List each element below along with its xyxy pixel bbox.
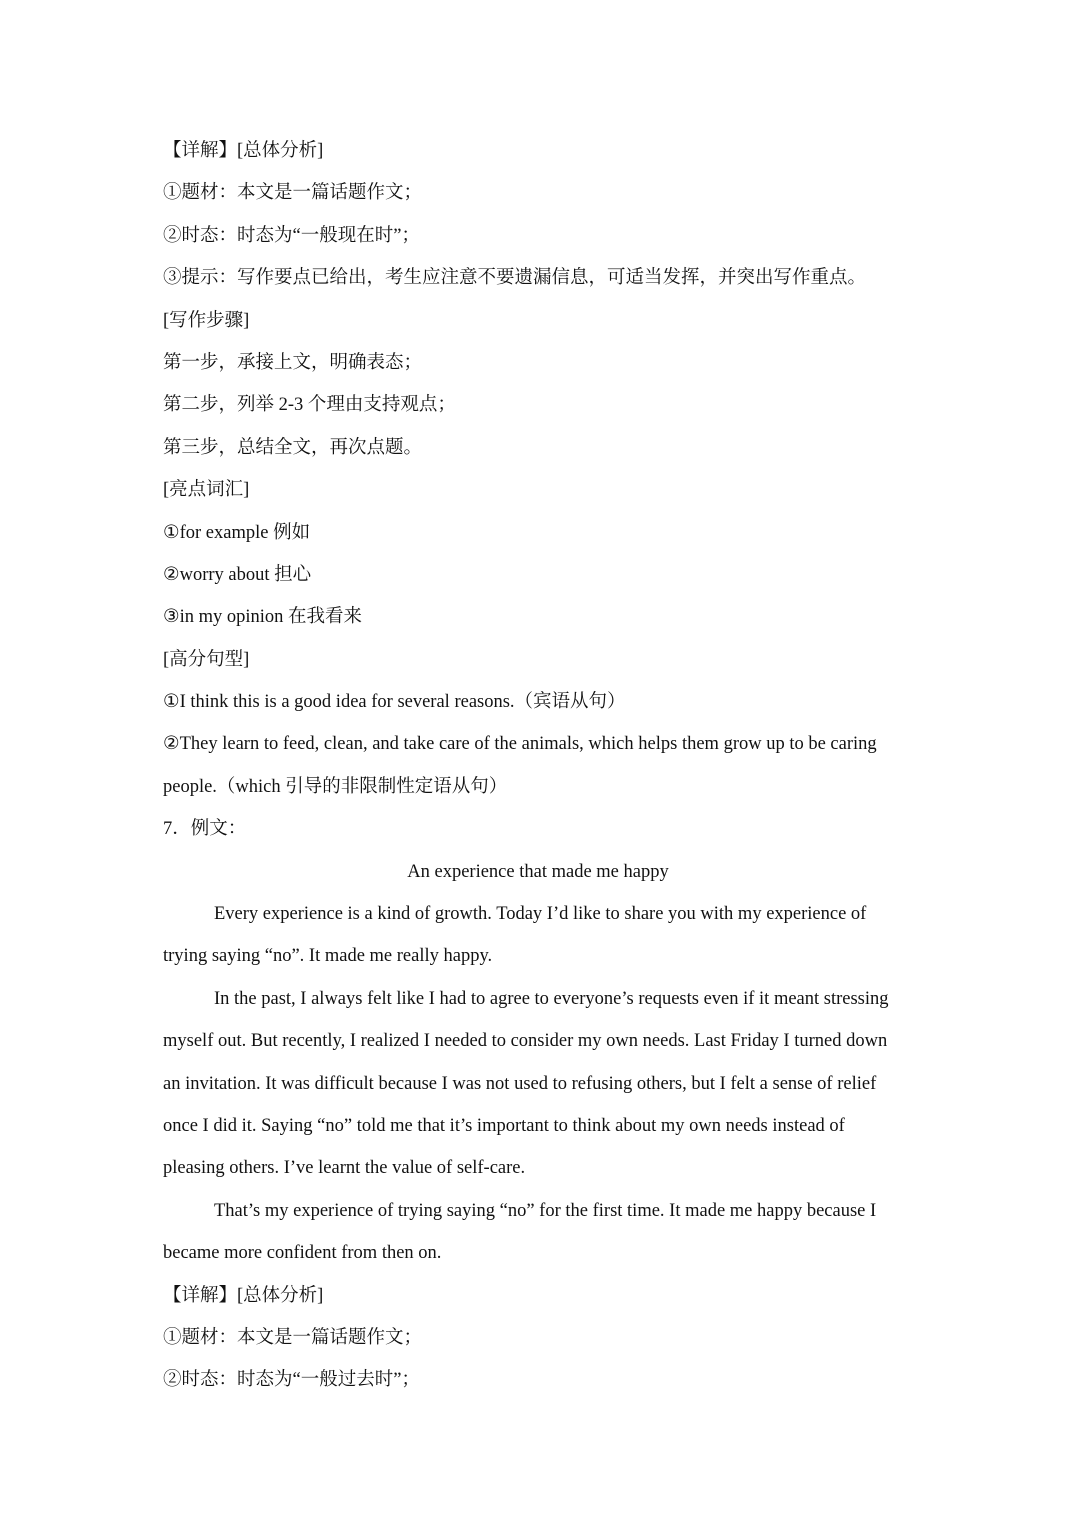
- sentence-item-2-line-1: ②They learn to feed, clean, and take care of the animals, which helps them grow up to be caring: [163, 734, 877, 755]
- writing-steps-header: [写作步骤]: [163, 310, 250, 331]
- writing-step-2: 第二步，列举 2-3 个理由支持观点；: [163, 395, 456, 416]
- question-7-label: 7．例文：: [163, 819, 247, 840]
- essay-title: An experience that made me happy: [407, 861, 669, 882]
- essay-paragraph-2-line-4: once I did it. Saying “no” told me that it’s important to think about my own needs instead of: [163, 1115, 845, 1136]
- writing-step-3: 第三步，总结全文，再次点题。: [163, 437, 423, 458]
- analysis-item-hint: ③提示：写作要点已给出，考生应注意不要遗漏信息，可适当发挥，并突出写作重点。: [163, 268, 867, 289]
- document-body: [163, 130, 913, 1402]
- essay-paragraph-1-line-2: trying saying “no”. It made me really happy.: [163, 946, 493, 967]
- essay-paragraph-1-line-1: Every experience is a kind of growth. Today I’d like to share you with my experience of: [214, 904, 867, 925]
- analysis-item-topic: ①题材：本文是一篇话题作文；: [163, 183, 423, 204]
- essay-paragraph-3-line-2: became more confident from then on.: [163, 1243, 442, 1264]
- vocab-item-1: ①for example 例如: [163, 522, 311, 543]
- essay-paragraph-2-line-3: an invitation. It was difficult because I was not used to refusing others, but I felt a sense of relief: [163, 1073, 877, 1094]
- vocab-header: [亮点词汇]: [163, 480, 250, 501]
- sentence-header: [高分句型]: [163, 649, 250, 670]
- essay-paragraph-2-line-1: In the past, I always felt like I had to agree to everyone’s requests even if it meant stressing: [214, 988, 889, 1009]
- essay-paragraph-2-line-2: myself out. But recently, I realized I needed to consider my own needs. Last Friday I turned down: [163, 1031, 888, 1052]
- essay-paragraph-2-line-5: pleasing others. I’ve learnt the value of self-care.: [163, 1158, 526, 1179]
- writing-step-1: 第一步，承接上文，明确表态；: [163, 352, 423, 373]
- vocab-item-3: ③in my opinion 在我看来: [163, 607, 363, 628]
- analysis-header: 【详解】[总体分析]: [163, 141, 324, 161]
- analysis-item-tense: ②时态：时态为“一般现在时”；: [163, 225, 420, 246]
- essay-paragraph-3-line-1: That’s my experience of trying saying “no” for the first time. It made me happy because I: [214, 1200, 877, 1221]
- analysis-header-2: 【详解】[总体分析]: [163, 1285, 324, 1306]
- sentence-item-1: ①I think this is a good idea for several reasons.（宾语从句）: [163, 692, 626, 713]
- analysis-item-topic-2: ①题材：本文是一篇话题作文；: [163, 1327, 423, 1348]
- vocab-item-2: ②worry about 担心: [163, 564, 312, 585]
- analysis-item-tense-2: ②时态：时态为“一般过去时”；: [163, 1370, 420, 1391]
- sentence-item-2-line-2: people.（which 引导的非限制性定语从句）: [163, 776, 508, 797]
